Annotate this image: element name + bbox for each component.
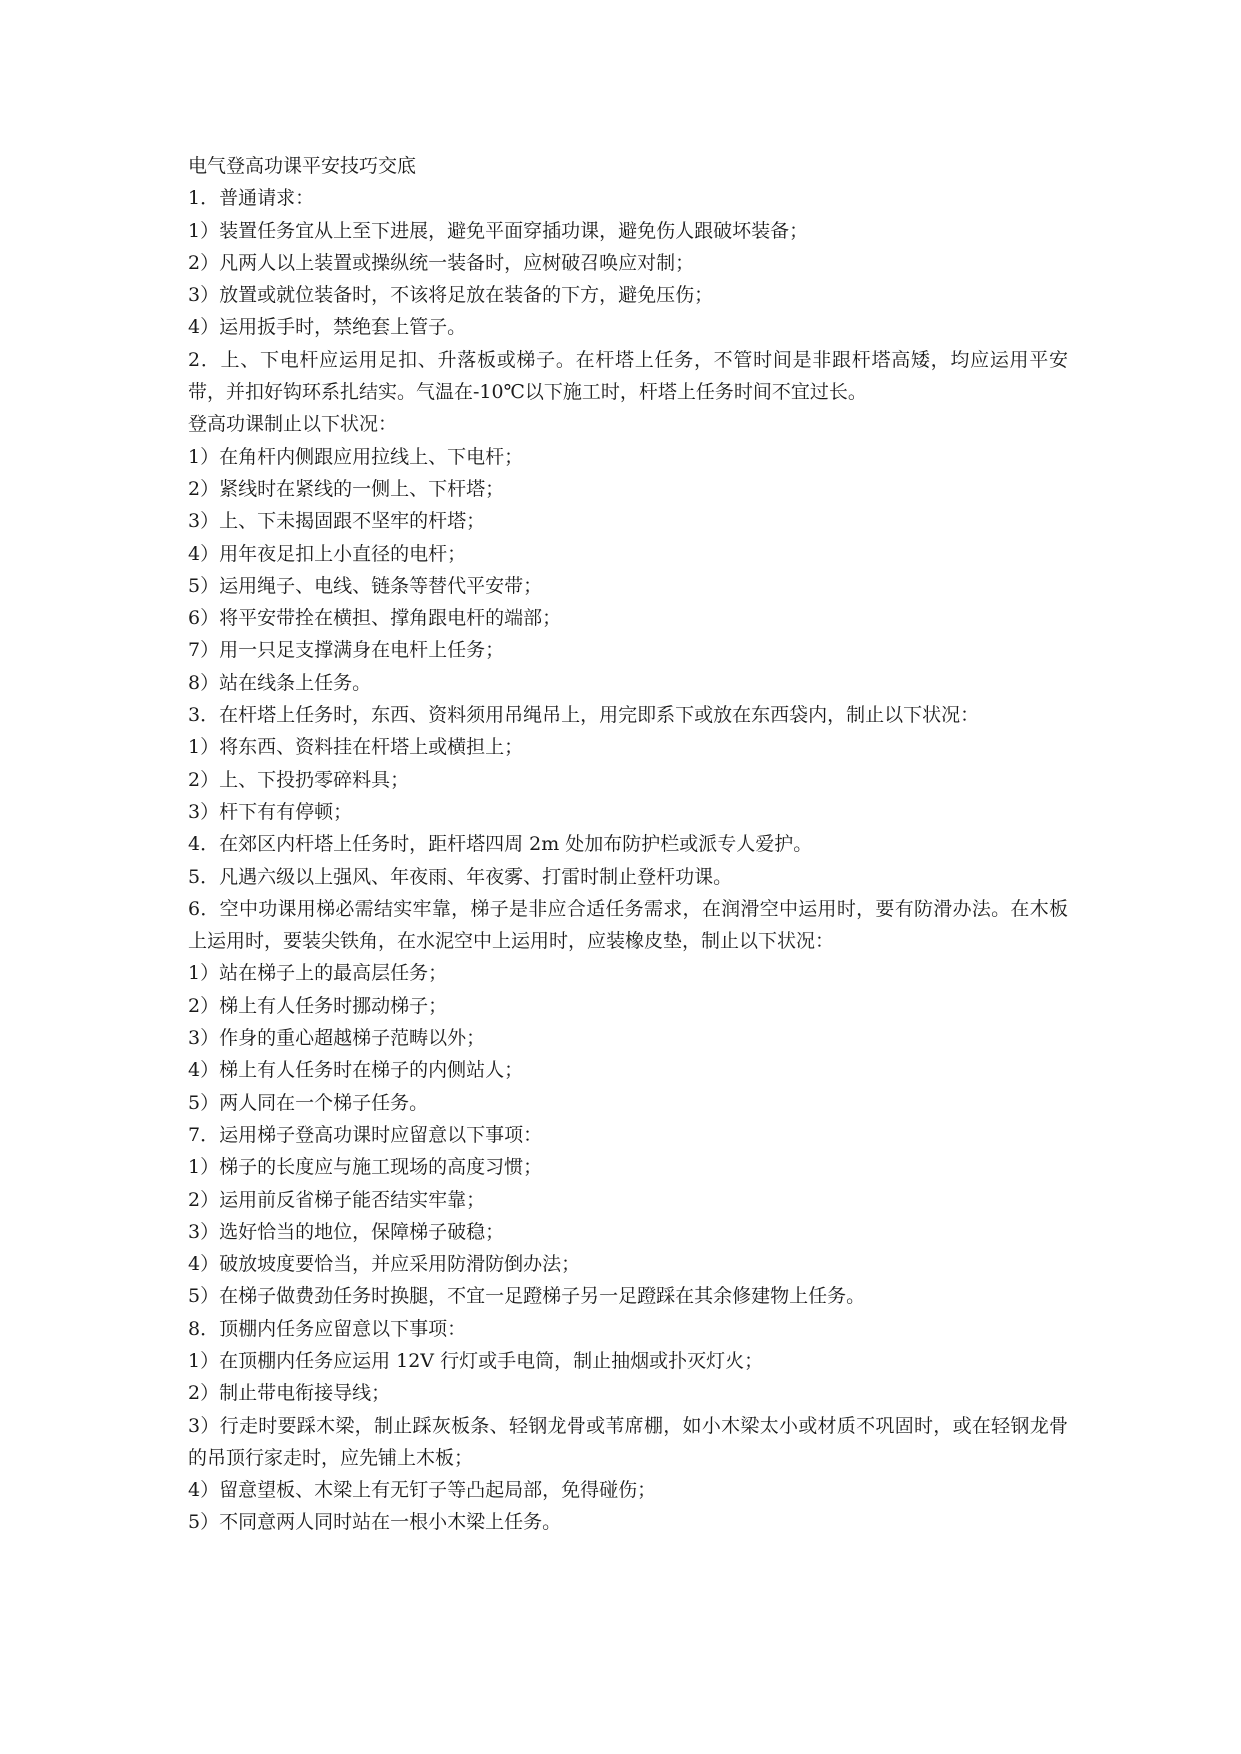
- paragraph-line: 3）放置或就位装备时，不该将足放在装备的下方，避免压伤；: [188, 284, 714, 307]
- paragraph-line: 4）留意望板、木梁上有无钉子等凸起局部，免得碰伤；: [188, 1479, 657, 1502]
- paragraph-line: 2）紧线时在紧线的一侧上、下杆塔；: [188, 477, 505, 500]
- paragraph-line: 2．上、下电杆应运用足扣、升落板或梯子。在杆塔上任务，不管时间是非跟杆塔高矮，均应运用平安带，并扣好钩环系扎结实。气温在-10℃以下施工时，杆塔上任务时间不宜过长。: [188, 348, 1068, 404]
- paragraph-line: 1）梯子的长度应与施工现场的高度习惯；: [188, 1156, 543, 1179]
- paragraph-line: 1）站在梯子上的最高层任务；: [188, 962, 448, 985]
- paragraph-line: 1）装置任务宜从上至下进展，避免平面穿插功课，避免伤人跟破坏装备；: [188, 219, 809, 242]
- paragraph-line: 5）不同意两人同时站在一根小木梁上任务。: [188, 1511, 562, 1534]
- paragraph-line: 5）两人同在一个梯子任务。: [188, 1091, 429, 1114]
- paragraph-line: 7．运用梯子登高功课时应留意以下事项：: [188, 1123, 543, 1146]
- paragraph-line: 3）选好恰当的地位，保障梯子破稳；: [188, 1220, 505, 1243]
- paragraph-line: 2）制止带电衔接导线；: [188, 1382, 391, 1405]
- paragraph-line: 3）上、下未揭固跟不坚牢的杆塔；: [188, 510, 486, 533]
- paragraph-line: 1．普通请求：: [188, 187, 315, 210]
- paragraph-line: 2）凡两人以上装置或操纵统一装备时，应树破召唤应对制；: [188, 251, 695, 274]
- paragraph-line: 4）用年夜足扣上小直径的电杆；: [188, 542, 467, 565]
- paragraph-line: 6．空中功课用梯必需结实牢靠，梯子是非应合适任务需求，在润滑空中运用时，要有防滑办法。在木板上运用时，要装尖铁角，在水泥空中上运用时，应装橡皮垫，制止以下状况：: [188, 897, 1068, 953]
- paragraph-line: 5）在梯子做费劲任务时换腿，不宜一足蹬梯子另一足蹬踩在其余修建物上任务。: [188, 1285, 866, 1308]
- document-body: [188, 182, 1068, 1538]
- document-page: [188, 150, 1068, 1539]
- paragraph-line: 1）在顶棚内任务应运用 12V 行灯或手电筒，制止抽烟或扑灭灯火；: [188, 1349, 764, 1372]
- paragraph-line: 4）运用扳手时，禁绝套上管子。: [188, 316, 467, 339]
- paragraph-line: 2）上、下投扔零碎料具；: [188, 768, 410, 791]
- paragraph-line: 3）杆下有有停顿；: [188, 800, 353, 823]
- paragraph-line: 8．顶棚内任务应留意以下事项：: [188, 1317, 467, 1340]
- paragraph-line: 4）破放坡度要恰当，并应采用防滑防倒办法；: [188, 1253, 581, 1276]
- paragraph-line: 5．凡遇六级以上强风、年夜雨、年夜雾、打雷时制止登杆功课。: [188, 865, 733, 888]
- paragraph-line: 4）梯上有人任务时在梯子的内侧站人；: [188, 1059, 524, 1082]
- paragraph-line: 7）用一只足支撑满身在电杆上任务；: [188, 639, 505, 662]
- paragraph-line: 3）行走时要踩木梁，制止踩灰板条、轻钢龙骨或苇席棚，如小木梁太小或材质不巩固时，或在轻钢龙骨的吊顶行家走时，应先铺上木板；: [188, 1414, 1068, 1469]
- paragraph-line: 1）在角杆内侧跟应用拉线上、下电杆；: [188, 445, 524, 468]
- paragraph-line: 3）作身的重心超越梯子范畴以外；: [188, 1027, 486, 1050]
- paragraph-line: 4．在郊区内杆塔上任务时，距杆塔四周 2m 处加布防护栏或派专人爱护。: [188, 833, 813, 856]
- paragraph-line: 3．在杆塔上任务时，东西、资料须用吊绳吊上，用完即系下或放在东西袋内，制止以下状况：: [188, 704, 980, 727]
- document-title: 电气登高功课平安技巧交底: [188, 155, 417, 177]
- paragraph-line: 2）梯上有人任务时挪动梯子；: [188, 994, 448, 1017]
- paragraph-line: 登高功课制止以下状况：: [188, 413, 398, 436]
- paragraph-line: 2）运用前反省梯子能否结实牢靠；: [188, 1188, 486, 1211]
- paragraph-line: 1）将东西、资料挂在杆塔上或横担上；: [188, 736, 524, 759]
- paragraph-line: 5）运用绳子、电线、链条等替代平安带；: [188, 574, 543, 597]
- paragraph-line: 8）站在线条上任务。: [188, 671, 372, 694]
- paragraph-line: 6）将平安带拴在横担、撑角跟电杆的端部；: [188, 607, 562, 630]
